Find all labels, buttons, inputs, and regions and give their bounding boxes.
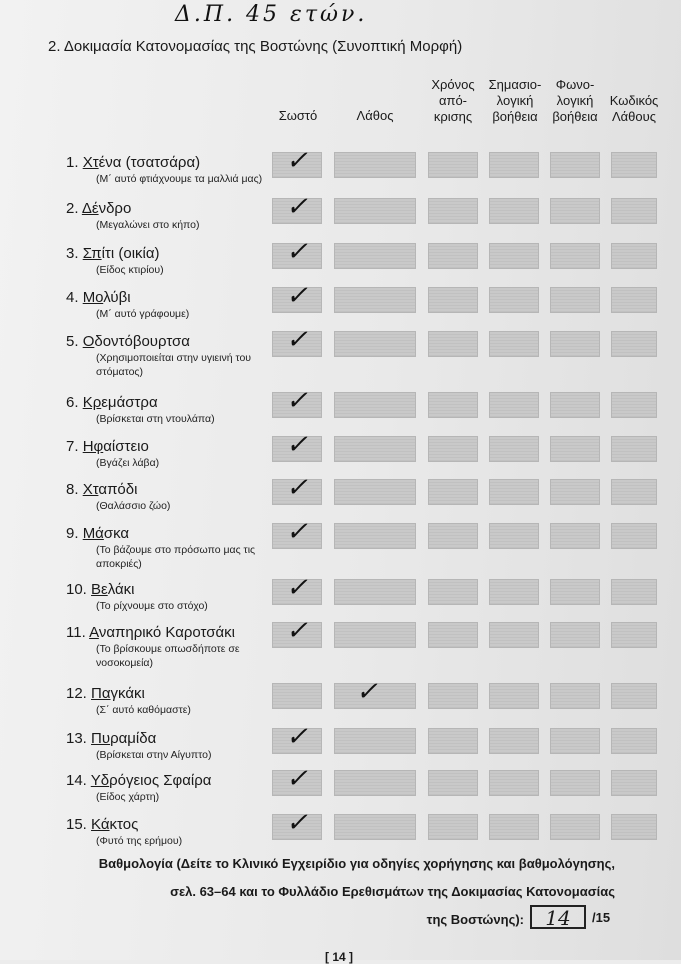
- score-cell-4[interactable]: [489, 243, 539, 269]
- score-cell-4[interactable]: [489, 814, 539, 840]
- score-cell-1[interactable]: [272, 683, 322, 709]
- score-cell-4[interactable]: [489, 479, 539, 505]
- score-row: [0, 808, 681, 840]
- item-number: 11.: [66, 624, 86, 641]
- score-cell-2[interactable]: [334, 436, 416, 462]
- score-cell-5[interactable]: [550, 331, 600, 357]
- score-field[interactable]: 14: [530, 905, 586, 929]
- score-cell-5[interactable]: [550, 152, 600, 178]
- score-cell-6[interactable]: [611, 243, 657, 269]
- item-name-rest: κτος: [109, 816, 139, 833]
- check-mark-icon: ✓: [286, 192, 308, 222]
- item-description: (Το ρίχνουμε στο στόχο): [96, 600, 208, 612]
- score-cell-2[interactable]: [334, 622, 416, 648]
- item-name-underlined: Χτ: [82, 481, 99, 498]
- item-name-underlined: Μο: [82, 289, 104, 306]
- footer-line-1: Βαθμολογία (Δείτε το Κλινικό Εγχειρίδιο για οδηγίες χορήγησης και βαθμολόγησης,: [98, 856, 615, 871]
- item-number: 14.: [66, 772, 87, 789]
- score-row: [0, 192, 681, 224]
- score-cell-6[interactable]: [611, 152, 657, 178]
- score-cell-6[interactable]: [611, 479, 657, 505]
- item-name-underlined: Κρ: [82, 394, 102, 411]
- score-cell-2[interactable]: [334, 728, 416, 754]
- check-mark-icon: ✓: [286, 473, 308, 503]
- item-name-underlined: Κά: [91, 816, 110, 833]
- item-description: (Είδος κτιρίου): [96, 264, 164, 276]
- item-number: 8.: [66, 481, 79, 498]
- item-name-rest: νδρο: [98, 200, 132, 217]
- item-number: 9.: [66, 525, 79, 542]
- score-cell-3[interactable]: [428, 243, 478, 269]
- check-mark-icon: ✓: [286, 237, 308, 267]
- item-description: (Χρησιμοποιείται στην υγιεινή του στόματος): [96, 352, 252, 378]
- score-row: [0, 473, 681, 505]
- item-number: 1.: [66, 154, 79, 171]
- score-cell-2[interactable]: [334, 479, 416, 505]
- score-cell-2[interactable]: [334, 287, 416, 313]
- score-row: [0, 517, 681, 549]
- score-row: [0, 430, 681, 462]
- score-cell-3[interactable]: [428, 392, 478, 418]
- item-description: (Θαλάσσιο ζώο): [96, 500, 171, 512]
- column-header: Σωστό: [278, 108, 318, 123]
- check-mark-icon: ✓: [286, 325, 308, 355]
- check-mark-icon: ✓: [286, 573, 308, 603]
- score-cell-2[interactable]: [334, 243, 416, 269]
- score-cell-3[interactable]: [428, 436, 478, 462]
- item-name-underlined: Σπ: [82, 245, 102, 262]
- score-cell-2[interactable]: [334, 770, 416, 796]
- score-cell-4[interactable]: [489, 392, 539, 418]
- item-description: (Σ΄ αυτό καθόμαστε): [96, 704, 191, 716]
- item-description: (Βρίσκεται στη ντουλάπα): [96, 413, 215, 425]
- item-name-underlined: Πυ: [91, 730, 111, 747]
- item-number: 6.: [66, 394, 79, 411]
- score-cell-3[interactable]: [428, 198, 478, 224]
- score-cell-4[interactable]: [489, 287, 539, 313]
- score-row: [0, 616, 681, 648]
- score-cell-3[interactable]: [428, 728, 478, 754]
- item-description: (Μεγαλώνει στο κήπο): [96, 219, 200, 231]
- score-cell-6[interactable]: [611, 683, 657, 709]
- item-description: (Το βρίσκουμε οπωσδήποτε σε νοσοκομεία): [96, 643, 240, 669]
- score-cell-5[interactable]: [550, 243, 600, 269]
- score-cell-6[interactable]: [611, 523, 657, 549]
- check-mark-icon: ✓: [286, 722, 308, 752]
- score-cell-5[interactable]: [550, 622, 600, 648]
- score-cell-4[interactable]: [489, 436, 539, 462]
- check-mark-icon: ✓: [286, 386, 308, 416]
- score-cell-5[interactable]: [550, 523, 600, 549]
- score-row: [0, 146, 681, 178]
- item-name-rest: ραμίδα: [110, 730, 157, 747]
- score-row: [0, 677, 681, 709]
- score-cell-5[interactable]: [550, 683, 600, 709]
- item-description: (Το βάζουμε στο πρόσωπο μας τις αποκριές): [96, 544, 256, 570]
- score-row: [0, 325, 681, 357]
- score-cell-6[interactable]: [611, 622, 657, 648]
- score-cell-3[interactable]: [428, 770, 478, 796]
- score-cell-3[interactable]: [428, 152, 478, 178]
- score-cell-3[interactable]: [428, 814, 478, 840]
- column-header: Χρόνος από- κρισης: [431, 77, 475, 124]
- score-cell-6[interactable]: [611, 436, 657, 462]
- score-cell-3[interactable]: [428, 622, 478, 648]
- item-number: 12.: [66, 685, 87, 702]
- item-description: (Μ΄ αυτό φτιάχνουμε τα μαλλιά μας): [96, 173, 263, 185]
- item-name-underlined: Δέ: [81, 200, 99, 217]
- item-name-underlined: Βε: [91, 581, 108, 598]
- item-name-rest: ίτι (οικία): [101, 245, 160, 262]
- score-row: [0, 386, 681, 418]
- score-cell-3[interactable]: [428, 579, 478, 605]
- score-cell-6[interactable]: [611, 198, 657, 224]
- score-cell-3[interactable]: [428, 331, 478, 357]
- footer-line-3: της Βοστώνης):: [426, 912, 524, 927]
- score-cell-3[interactable]: [428, 479, 478, 505]
- item-description: (Μ΄ αυτό γράφουμε): [96, 308, 190, 320]
- item-name-rest: δοντόβουρτσα: [94, 333, 190, 350]
- check-mark-icon: ✓: [286, 808, 308, 838]
- item-description: (Είδος χάρτη): [96, 791, 160, 803]
- section-title: 2. Δοκιμασία Κατονομασίας της Βοστώνης (Συνοπτική Μορφή): [48, 38, 463, 55]
- score-cell-4[interactable]: [489, 770, 539, 796]
- item-number: 7.: [66, 438, 79, 455]
- item-description: (Βγάζει λάβα): [96, 457, 160, 469]
- score-cell-5[interactable]: [550, 287, 600, 313]
- column-header: Φωνο- λογική βοήθεια: [552, 77, 598, 124]
- score-cell-5[interactable]: [550, 728, 600, 754]
- item-name-rest: λάκι: [107, 581, 135, 598]
- score-cell-3[interactable]: [428, 523, 478, 549]
- item-name-rest: ρόγειος Σφαίρα: [109, 772, 212, 789]
- score-cell-4[interactable]: [489, 331, 539, 357]
- check-mark-icon: ✓: [286, 764, 308, 794]
- score-cell-5[interactable]: [550, 436, 600, 462]
- score-cell-2[interactable]: [334, 579, 416, 605]
- score-cell-6[interactable]: [611, 770, 657, 796]
- score-cell-5[interactable]: [550, 770, 600, 796]
- item-description: (Φυτό της ερήμου): [96, 835, 183, 847]
- score-cell-4[interactable]: [489, 152, 539, 178]
- score-cell-5[interactable]: [550, 579, 600, 605]
- item-name-rest: αίστειο: [103, 438, 149, 455]
- score-cell-4[interactable]: [489, 622, 539, 648]
- item-name-rest: εμάστρα: [101, 394, 158, 411]
- score-cell-4[interactable]: [489, 683, 539, 709]
- score-cell-2[interactable]: [334, 523, 416, 549]
- score-cell-2[interactable]: [334, 198, 416, 224]
- score-cell-6[interactable]: [611, 392, 657, 418]
- score-cell-6[interactable]: [611, 331, 657, 357]
- score-row: [0, 281, 681, 313]
- item-name-underlined: Μά: [82, 525, 104, 542]
- item-name-underlined: Α: [89, 624, 99, 641]
- check-mark-icon: ✓: [356, 677, 378, 707]
- score-row: [0, 764, 681, 796]
- item-number: 13.: [66, 730, 87, 747]
- check-mark-icon: ✓: [286, 281, 308, 311]
- item-number: 10.: [66, 581, 87, 598]
- item-name-underlined: Πα: [91, 685, 111, 702]
- item-name-underlined: Ο: [82, 333, 95, 350]
- check-mark-icon: ✓: [286, 517, 308, 547]
- item-name-rest: απόδι: [98, 481, 138, 498]
- score-cell-6[interactable]: [611, 728, 657, 754]
- score-total: /15: [592, 910, 611, 925]
- column-header: Λάθος: [356, 108, 394, 123]
- handwritten-note: Δ.Π. 45 ετών.: [175, 2, 368, 27]
- item-number: 15.: [66, 816, 87, 833]
- score-cell-6[interactable]: [611, 579, 657, 605]
- score-row: [0, 722, 681, 754]
- check-mark-icon: ✓: [286, 616, 308, 646]
- score-cell-5[interactable]: [550, 198, 600, 224]
- score-row: [0, 573, 681, 605]
- score-cell-2[interactable]: [334, 331, 416, 357]
- score-row: [0, 237, 681, 269]
- score-cell-3[interactable]: [428, 287, 478, 313]
- item-name-rest: σκα: [103, 525, 130, 542]
- item-description: (Βρίσκεται στην Αίγυπτο): [96, 749, 212, 761]
- item-name-rest: ένα (τσατσάρα): [98, 154, 201, 171]
- score-cell-5[interactable]: [550, 814, 600, 840]
- score-cell-2[interactable]: [334, 814, 416, 840]
- score-cell-4[interactable]: [489, 523, 539, 549]
- column-header: Σημασιο- λογική βοήθεια: [488, 77, 542, 124]
- item-name-underlined: Υδ: [90, 772, 110, 789]
- footer-line-2: σελ. 63–64 και το Φυλλάδιο Ερεθισμάτων της Δοκιμασίας Κατονομασίας: [170, 884, 615, 899]
- score-cell-4[interactable]: [489, 579, 539, 605]
- score-cell-6[interactable]: [611, 287, 657, 313]
- item-number: 4.: [66, 289, 79, 306]
- check-mark-icon: ✓: [286, 146, 308, 176]
- item-name-rest: λύβι: [103, 289, 131, 306]
- score-cell-4[interactable]: [489, 728, 539, 754]
- column-header: Κωδικός Λάθους: [609, 93, 659, 124]
- score-cell-5[interactable]: [550, 479, 600, 505]
- check-mark-icon: ✓: [286, 430, 308, 460]
- page-number: [ 14 ]: [325, 950, 354, 964]
- item-name-underlined: Χτ: [82, 154, 99, 171]
- score-cell-5[interactable]: [550, 392, 600, 418]
- score-cell-3[interactable]: [428, 683, 478, 709]
- score-cell-2[interactable]: [334, 392, 416, 418]
- item-name-underlined: Ηφ: [82, 438, 104, 455]
- item-number: 5.: [66, 333, 79, 350]
- score-cell-4[interactable]: [489, 198, 539, 224]
- score-cell-6[interactable]: [611, 814, 657, 840]
- item-number: 2.: [66, 200, 79, 217]
- item-number: 3.: [66, 245, 79, 262]
- item-name-rest: ναπηρικό Καροτσάκι: [98, 624, 236, 641]
- score-cell-2[interactable]: [334, 152, 416, 178]
- item-name-rest: γκάκι: [110, 685, 145, 702]
